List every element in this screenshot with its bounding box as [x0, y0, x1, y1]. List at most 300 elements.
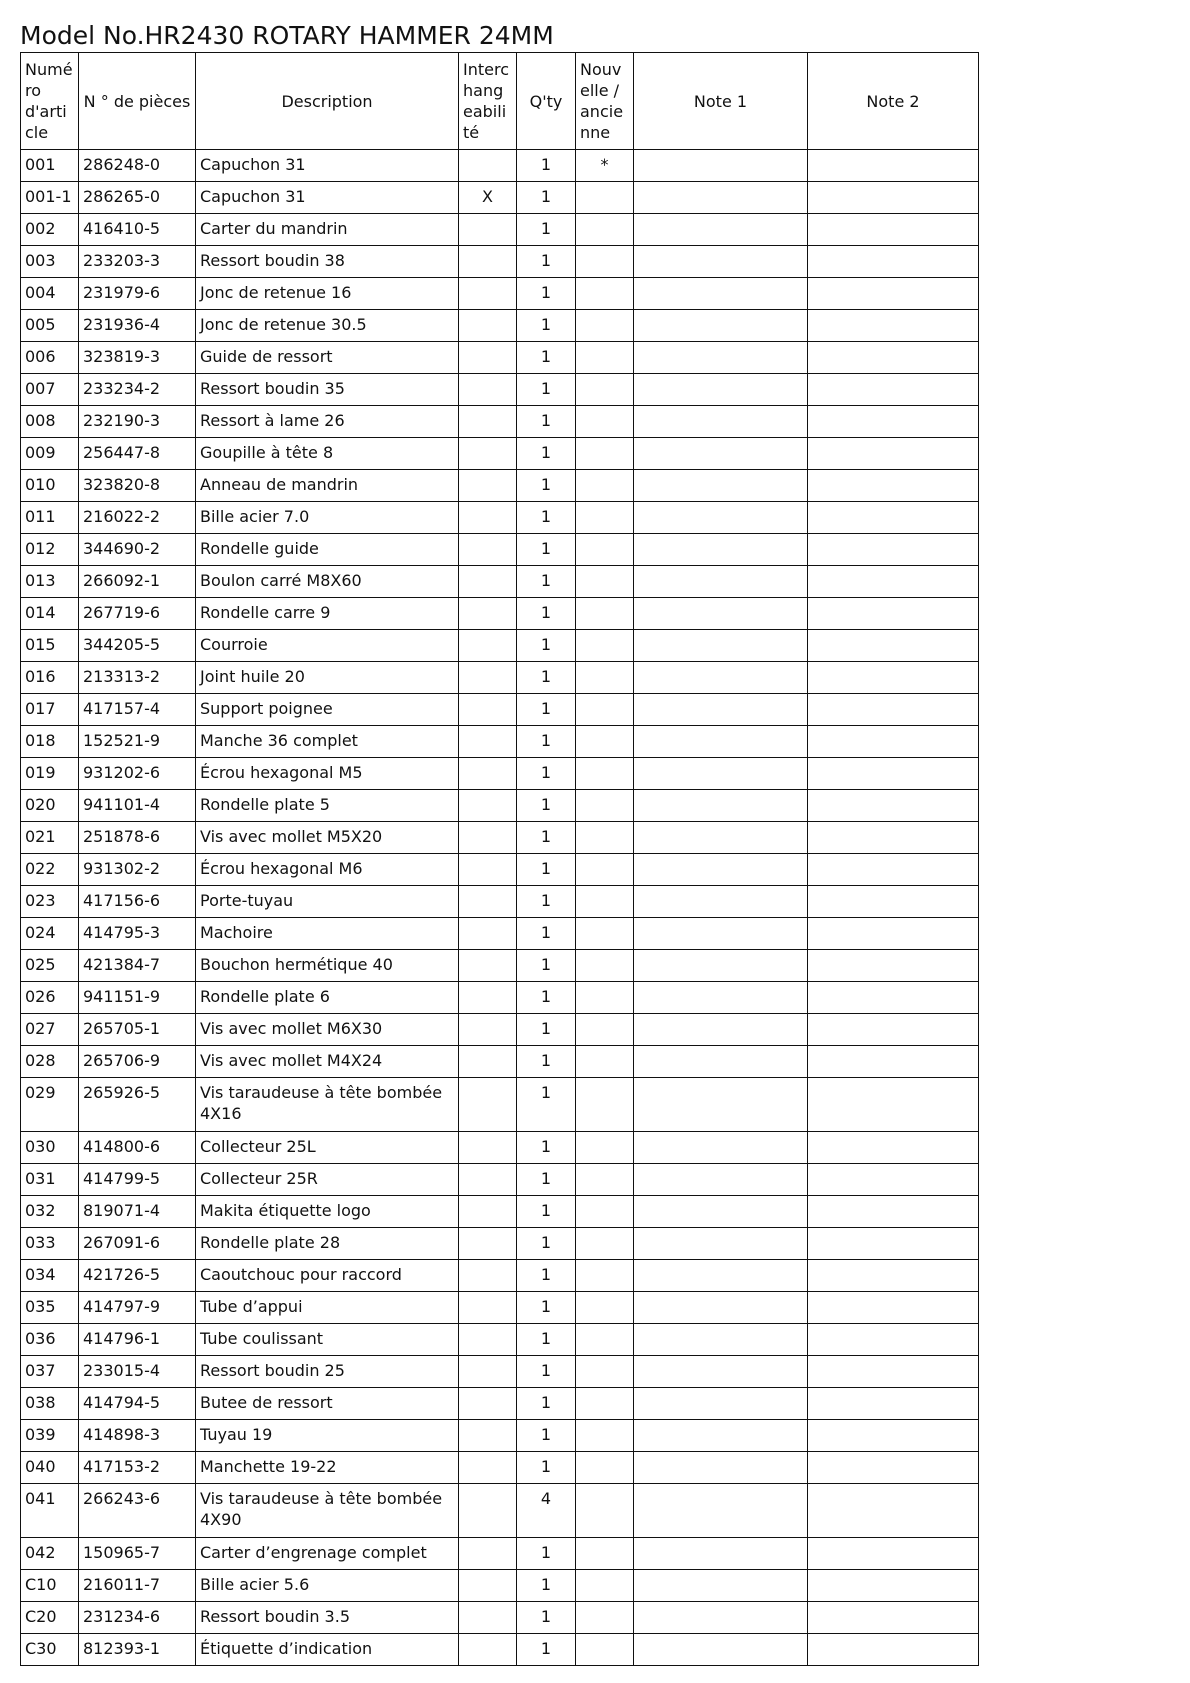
table-row — [21, 854, 979, 886]
item-no-cell: 011 — [21, 502, 79, 534]
qty-cell: 1 — [517, 1602, 576, 1634]
interchangeability-cell — [459, 470, 517, 502]
interchangeability-cell — [459, 598, 517, 630]
part-no-cell: 233203-3 — [79, 246, 196, 278]
col-header-part-no: N ° de pièces — [79, 53, 196, 150]
new-old-cell — [576, 1602, 634, 1634]
table-row — [21, 1046, 979, 1078]
interchangeability-cell — [459, 214, 517, 246]
part-no-cell: 267719-6 — [79, 598, 196, 630]
note1-cell — [634, 1196, 808, 1228]
qty-cell: 1 — [517, 534, 576, 566]
interchangeability-cell — [459, 278, 517, 310]
table-row — [21, 502, 979, 534]
table-row — [21, 406, 979, 438]
table-row — [21, 1602, 979, 1634]
note2-cell — [808, 150, 979, 182]
description-cell: Butee de ressort — [196, 1388, 459, 1420]
new-old-cell — [576, 1046, 634, 1078]
item-no-cell: 029 — [21, 1078, 79, 1132]
table-row — [21, 726, 979, 758]
part-no-cell: 232190-3 — [79, 406, 196, 438]
item-no-cell: 023 — [21, 886, 79, 918]
qty-cell: 1 — [517, 1046, 576, 1078]
description-cell: Manchette 19-22 — [196, 1452, 459, 1484]
qty-cell: 1 — [517, 1570, 576, 1602]
new-old-cell — [576, 1132, 634, 1164]
note1-cell — [634, 534, 808, 566]
item-no-cell: 018 — [21, 726, 79, 758]
description-cell: Ressort boudin 38 — [196, 246, 459, 278]
item-no-cell: 022 — [21, 854, 79, 886]
part-no-cell: 417156-6 — [79, 886, 196, 918]
note1-cell — [634, 1420, 808, 1452]
note1-cell — [634, 1046, 808, 1078]
note2-cell — [808, 662, 979, 694]
table-row — [21, 534, 979, 566]
qty-cell: 1 — [517, 1292, 576, 1324]
note1-cell — [634, 982, 808, 1014]
item-no-cell: 031 — [21, 1164, 79, 1196]
table-row — [21, 310, 979, 342]
description-cell: Étiquette d’indication — [196, 1634, 459, 1666]
qty-cell: 1 — [517, 438, 576, 470]
part-no-cell: 931302-2 — [79, 854, 196, 886]
new-old-cell — [576, 1196, 634, 1228]
new-old-cell — [576, 1388, 634, 1420]
item-no-cell: 026 — [21, 982, 79, 1014]
new-old-cell — [576, 1356, 634, 1388]
interchangeability-cell — [459, 1356, 517, 1388]
item-no-cell: 033 — [21, 1228, 79, 1260]
note1-cell — [634, 886, 808, 918]
table-row — [21, 758, 979, 790]
part-no-cell: 266243-6 — [79, 1484, 196, 1538]
table-row — [21, 1260, 979, 1292]
table-row — [21, 1484, 979, 1538]
interchangeability-cell — [459, 1228, 517, 1260]
note1-cell — [634, 150, 808, 182]
col-header-note1: Note 1 — [634, 53, 808, 150]
note2-cell — [808, 1228, 979, 1260]
part-no-cell: 344690-2 — [79, 534, 196, 566]
note2-cell — [808, 1132, 979, 1164]
interchangeability-cell — [459, 1484, 517, 1538]
note2-cell — [808, 886, 979, 918]
note2-cell — [808, 470, 979, 502]
description-cell: Rondelle plate 5 — [196, 790, 459, 822]
item-no-cell: 028 — [21, 1046, 79, 1078]
description-cell: Rondelle plate 28 — [196, 1228, 459, 1260]
interchangeability-cell — [459, 854, 517, 886]
new-old-cell — [576, 1570, 634, 1602]
part-no-cell: 150965-7 — [79, 1538, 196, 1570]
description-cell: Vis taraudeuse à tête bombée 4X16 — [196, 1078, 459, 1132]
description-cell: Jonc de retenue 16 — [196, 278, 459, 310]
description-cell: Bille acier 5.6 — [196, 1570, 459, 1602]
note1-cell — [634, 1484, 808, 1538]
new-old-cell — [576, 310, 634, 342]
new-old-cell — [576, 758, 634, 790]
item-no-cell: 032 — [21, 1196, 79, 1228]
item-no-cell: 005 — [21, 310, 79, 342]
part-no-cell: 941101-4 — [79, 790, 196, 822]
item-no-cell: 013 — [21, 566, 79, 598]
interchangeability-cell — [459, 310, 517, 342]
table-row — [21, 918, 979, 950]
note1-cell — [634, 854, 808, 886]
table-row — [21, 822, 979, 854]
interchangeability-cell — [459, 918, 517, 950]
note1-cell — [634, 598, 808, 630]
table-row — [21, 342, 979, 374]
qty-cell: 1 — [517, 1356, 576, 1388]
note2-cell — [808, 182, 979, 214]
new-old-cell — [576, 982, 634, 1014]
description-cell: Ressort à lame 26 — [196, 406, 459, 438]
new-old-cell — [576, 662, 634, 694]
item-no-cell: 006 — [21, 342, 79, 374]
note1-cell — [634, 1602, 808, 1634]
new-old-cell — [576, 630, 634, 662]
qty-cell: 1 — [517, 1420, 576, 1452]
interchangeability-cell — [459, 1014, 517, 1046]
part-no-cell: 267091-6 — [79, 1228, 196, 1260]
new-old-cell — [576, 694, 634, 726]
qty-cell: 1 — [517, 1164, 576, 1196]
note1-cell — [634, 790, 808, 822]
description-cell: Ressort boudin 3.5 — [196, 1602, 459, 1634]
qty-cell: 1 — [517, 854, 576, 886]
note1-cell — [634, 918, 808, 950]
description-cell: Joint huile 20 — [196, 662, 459, 694]
table-row — [21, 662, 979, 694]
note1-cell — [634, 1078, 808, 1132]
note2-cell — [808, 278, 979, 310]
table-row — [21, 1388, 979, 1420]
interchangeability-cell — [459, 950, 517, 982]
page-title: Model No.HR2430 ROTARY HAMMER 24MM — [20, 21, 554, 50]
qty-cell: 1 — [517, 982, 576, 1014]
qty-cell: 1 — [517, 726, 576, 758]
note2-cell — [808, 1634, 979, 1666]
part-no-cell: 414796-1 — [79, 1324, 196, 1356]
interchangeability-cell — [459, 1164, 517, 1196]
note1-cell — [634, 502, 808, 534]
description-cell: Vis taraudeuse à tête bombée 4X90 — [196, 1484, 459, 1538]
part-no-cell: 265926-5 — [79, 1078, 196, 1132]
interchangeability-cell — [459, 1046, 517, 1078]
description-cell: Bille acier 7.0 — [196, 502, 459, 534]
new-old-cell — [576, 406, 634, 438]
qty-cell: 1 — [517, 470, 576, 502]
description-cell: Collecteur 25R — [196, 1164, 459, 1196]
item-no-cell: C10 — [21, 1570, 79, 1602]
table-row — [21, 950, 979, 982]
item-no-cell: 016 — [21, 662, 79, 694]
note1-cell — [634, 758, 808, 790]
description-cell: Guide de ressort — [196, 342, 459, 374]
interchangeability-cell — [459, 566, 517, 598]
item-no-cell: 019 — [21, 758, 79, 790]
qty-cell: 1 — [517, 1014, 576, 1046]
interchangeability-cell — [459, 1538, 517, 1570]
interchangeability-cell — [459, 1634, 517, 1666]
part-no-cell: 286265-0 — [79, 182, 196, 214]
item-no-cell: 010 — [21, 470, 79, 502]
new-old-cell — [576, 886, 634, 918]
note1-cell — [634, 1570, 808, 1602]
new-old-cell — [576, 1324, 634, 1356]
new-old-cell — [576, 790, 634, 822]
item-no-cell: 039 — [21, 1420, 79, 1452]
qty-cell: 1 — [517, 886, 576, 918]
qty-cell: 1 — [517, 694, 576, 726]
new-old-cell — [576, 854, 634, 886]
qty-cell: 1 — [517, 1132, 576, 1164]
table-row — [21, 1356, 979, 1388]
note2-cell — [808, 694, 979, 726]
description-cell: Goupille à tête 8 — [196, 438, 459, 470]
interchangeability-cell — [459, 1260, 517, 1292]
interchangeability-cell — [459, 406, 517, 438]
description-cell: Support poignee — [196, 694, 459, 726]
description-cell: Jonc de retenue 30.5 — [196, 310, 459, 342]
qty-cell: 1 — [517, 1388, 576, 1420]
qty-cell: 1 — [517, 566, 576, 598]
description-cell: Manche 36 complet — [196, 726, 459, 758]
item-no-cell: 040 — [21, 1452, 79, 1484]
interchangeability-cell — [459, 342, 517, 374]
item-no-cell: 001 — [21, 150, 79, 182]
note2-cell — [808, 1484, 979, 1538]
description-cell: Ressort boudin 25 — [196, 1356, 459, 1388]
new-old-cell — [576, 1078, 634, 1132]
qty-cell: 1 — [517, 406, 576, 438]
note1-cell — [634, 1132, 808, 1164]
table-row — [21, 630, 979, 662]
qty-cell: 1 — [517, 502, 576, 534]
new-old-cell — [576, 1292, 634, 1324]
item-no-cell: 034 — [21, 1260, 79, 1292]
note2-cell — [808, 342, 979, 374]
new-old-cell — [576, 1538, 634, 1570]
note2-cell — [808, 1538, 979, 1570]
qty-cell: 1 — [517, 630, 576, 662]
note2-cell — [808, 630, 979, 662]
note2-cell — [808, 1324, 979, 1356]
part-no-cell: 233015-4 — [79, 1356, 196, 1388]
part-no-cell: 416410-5 — [79, 214, 196, 246]
description-cell: Machoire — [196, 918, 459, 950]
description-cell: Vis avec mollet M5X20 — [196, 822, 459, 854]
col-header-new-old: Nouvelle / ancienne — [576, 53, 634, 150]
new-old-cell — [576, 534, 634, 566]
description-cell: Capuchon 31 — [196, 182, 459, 214]
qty-cell: 1 — [517, 918, 576, 950]
part-no-cell: 414795-3 — [79, 918, 196, 950]
part-no-cell: 812393-1 — [79, 1634, 196, 1666]
note1-cell — [634, 246, 808, 278]
interchangeability-cell — [459, 886, 517, 918]
table-row — [21, 1196, 979, 1228]
interchangeability-cell — [459, 1292, 517, 1324]
new-old-cell — [576, 374, 634, 406]
table-row — [21, 374, 979, 406]
table-row — [21, 1228, 979, 1260]
note2-cell — [808, 1014, 979, 1046]
new-old-cell — [576, 214, 634, 246]
note2-cell — [808, 406, 979, 438]
note2-cell — [808, 726, 979, 758]
note1-cell — [634, 726, 808, 758]
qty-cell: 4 — [517, 1484, 576, 1538]
note2-cell — [808, 1196, 979, 1228]
part-no-cell: 256447-8 — [79, 438, 196, 470]
new-old-cell — [576, 1228, 634, 1260]
part-no-cell: 421726-5 — [79, 1260, 196, 1292]
note1-cell — [634, 1452, 808, 1484]
note2-cell — [808, 1602, 979, 1634]
note2-cell — [808, 950, 979, 982]
interchangeability-cell — [459, 1420, 517, 1452]
qty-cell: 1 — [517, 1538, 576, 1570]
note1-cell — [634, 1634, 808, 1666]
col-header-item-no: Numéro d'article — [21, 53, 79, 150]
item-no-cell: 021 — [21, 822, 79, 854]
parts-table — [20, 52, 979, 1666]
note2-cell — [808, 1292, 979, 1324]
note1-cell — [634, 1324, 808, 1356]
description-cell: Tuyau 19 — [196, 1420, 459, 1452]
part-no-cell: 213313-2 — [79, 662, 196, 694]
qty-cell: 1 — [517, 1078, 576, 1132]
qty-cell: 1 — [517, 790, 576, 822]
note1-cell — [634, 438, 808, 470]
description-cell: Courroie — [196, 630, 459, 662]
interchangeability-cell — [459, 982, 517, 1014]
note2-cell — [808, 438, 979, 470]
new-old-cell — [576, 1260, 634, 1292]
part-no-cell: 417153-2 — [79, 1452, 196, 1484]
qty-cell: 1 — [517, 822, 576, 854]
description-cell: Collecteur 25L — [196, 1132, 459, 1164]
qty-cell: 1 — [517, 310, 576, 342]
note2-cell — [808, 822, 979, 854]
interchangeability-cell — [459, 694, 517, 726]
note2-cell — [808, 598, 979, 630]
note1-cell — [634, 566, 808, 598]
item-no-cell: 027 — [21, 1014, 79, 1046]
interchangeability-cell — [459, 246, 517, 278]
table-row — [21, 598, 979, 630]
part-no-cell: 231979-6 — [79, 278, 196, 310]
note2-cell — [808, 1570, 979, 1602]
part-no-cell: 819071-4 — [79, 1196, 196, 1228]
new-old-cell: * — [576, 150, 634, 182]
new-old-cell — [576, 598, 634, 630]
table-row — [21, 1452, 979, 1484]
note1-cell — [634, 822, 808, 854]
note1-cell — [634, 1292, 808, 1324]
interchangeability-cell: X — [459, 182, 517, 214]
part-no-cell: 216022-2 — [79, 502, 196, 534]
qty-cell: 1 — [517, 598, 576, 630]
new-old-cell — [576, 566, 634, 598]
note2-cell — [808, 1452, 979, 1484]
description-cell: Caoutchouc pour raccord — [196, 1260, 459, 1292]
table-row — [21, 182, 979, 214]
part-no-cell: 323819-3 — [79, 342, 196, 374]
interchangeability-cell — [459, 1452, 517, 1484]
note1-cell — [634, 1388, 808, 1420]
table-row — [21, 566, 979, 598]
description-cell: Carter d’engrenage complet — [196, 1538, 459, 1570]
description-cell: Tube coulissant — [196, 1324, 459, 1356]
interchangeability-cell — [459, 1602, 517, 1634]
note2-cell — [808, 758, 979, 790]
qty-cell: 1 — [517, 758, 576, 790]
note2-cell — [808, 918, 979, 950]
item-no-cell: 020 — [21, 790, 79, 822]
description-cell: Carter du mandrin — [196, 214, 459, 246]
description-cell: Écrou hexagonal M5 — [196, 758, 459, 790]
note2-cell — [808, 790, 979, 822]
parts-table-body — [21, 150, 979, 1666]
new-old-cell — [576, 822, 634, 854]
description-cell: Porte-tuyau — [196, 886, 459, 918]
col-header-interchangeability: Interchangeabilité — [459, 53, 517, 150]
note2-cell — [808, 1164, 979, 1196]
part-no-cell: 414797-9 — [79, 1292, 196, 1324]
note1-cell — [634, 1356, 808, 1388]
item-no-cell: 015 — [21, 630, 79, 662]
table-row — [21, 1078, 979, 1132]
table-row — [21, 1570, 979, 1602]
interchangeability-cell — [459, 1132, 517, 1164]
part-no-cell: 421384-7 — [79, 950, 196, 982]
qty-cell: 1 — [517, 1634, 576, 1666]
new-old-cell — [576, 1164, 634, 1196]
interchangeability-cell — [459, 1324, 517, 1356]
description-cell: Rondelle carre 9 — [196, 598, 459, 630]
table-row — [21, 214, 979, 246]
item-no-cell: 014 — [21, 598, 79, 630]
note1-cell — [634, 694, 808, 726]
new-old-cell — [576, 1452, 634, 1484]
item-no-cell: 025 — [21, 950, 79, 982]
item-no-cell: 004 — [21, 278, 79, 310]
interchangeability-cell — [459, 1570, 517, 1602]
qty-cell: 1 — [517, 1452, 576, 1484]
note1-cell — [634, 310, 808, 342]
description-cell: Anneau de mandrin — [196, 470, 459, 502]
description-cell: Vis avec mollet M4X24 — [196, 1046, 459, 1078]
col-header-description: Description — [196, 53, 459, 150]
interchangeability-cell — [459, 630, 517, 662]
table-row — [21, 1164, 979, 1196]
table-row — [21, 886, 979, 918]
interchangeability-cell — [459, 438, 517, 470]
part-no-cell: 266092-1 — [79, 566, 196, 598]
table-row — [21, 1420, 979, 1452]
new-old-cell — [576, 918, 634, 950]
item-no-cell: 037 — [21, 1356, 79, 1388]
interchangeability-cell — [459, 374, 517, 406]
item-no-cell: 003 — [21, 246, 79, 278]
interchangeability-cell — [459, 758, 517, 790]
item-no-cell: 012 — [21, 534, 79, 566]
